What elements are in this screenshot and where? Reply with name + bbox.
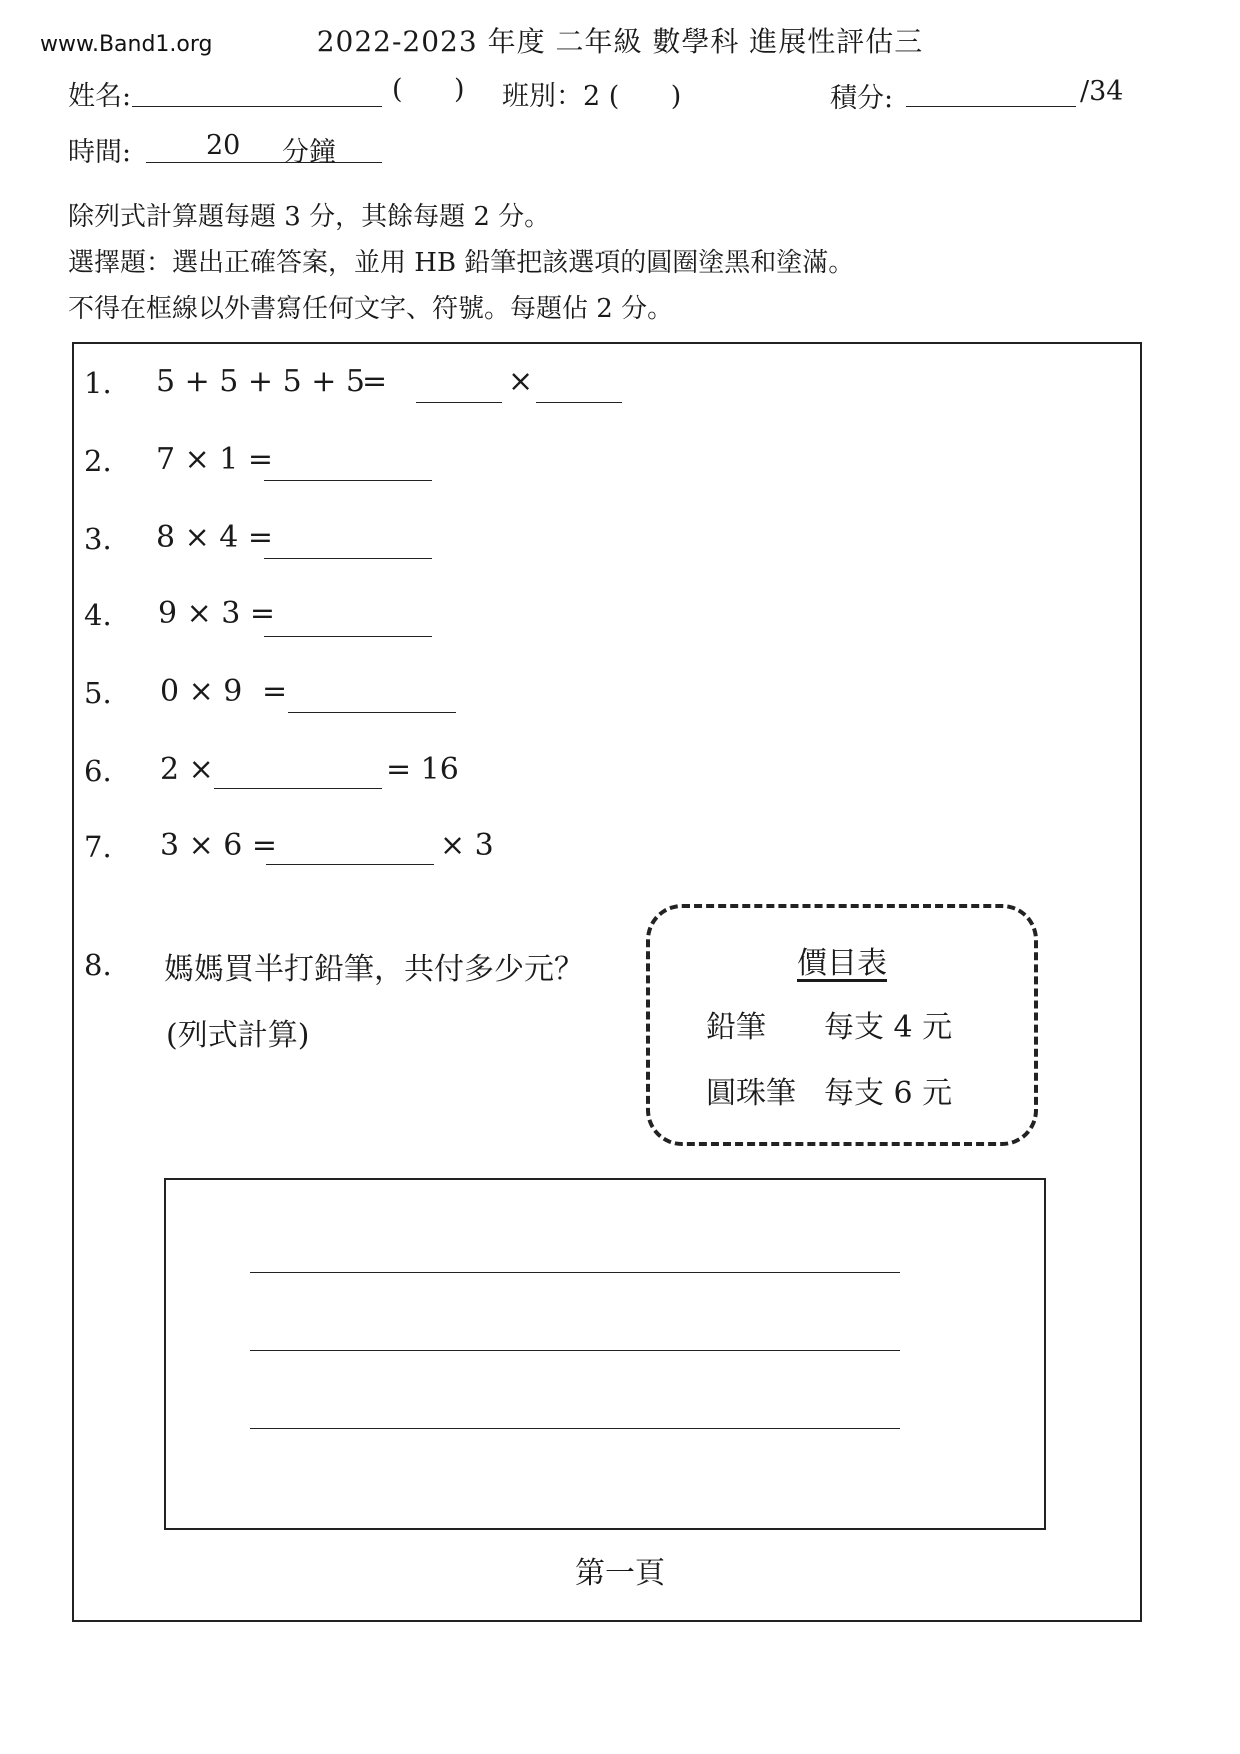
instruction-2: 選擇題：選出正確答案，並用 HB 鉛筆把該選項的圓圈塗黑和塗滿。: [68, 248, 855, 278]
question-text: 3 × 6 =: [160, 828, 278, 863]
answer-blank[interactable]: [416, 402, 502, 403]
question-number: 1.: [84, 366, 112, 400]
question-subtext: (列式計算): [166, 1018, 310, 1053]
question-number: 8.: [84, 948, 112, 982]
name-field[interactable]: [132, 106, 382, 107]
equals-sign: =: [262, 674, 288, 709]
price-value: 每支 6 元: [824, 1076, 953, 1111]
time-underline: [146, 162, 382, 163]
equals-sign: =: [362, 364, 388, 399]
time-unit: 分鐘: [282, 137, 336, 168]
answer-blank[interactable]: [214, 788, 382, 789]
score-total: /34: [1080, 76, 1124, 107]
question-number: 6.: [84, 754, 112, 788]
question-number: 7.: [84, 830, 112, 864]
price-value: 每支 4 元: [824, 1010, 953, 1045]
question-text: 7 × 1 =: [156, 442, 274, 477]
question-text: 2 ×: [160, 752, 214, 787]
time-value: 20: [206, 130, 241, 161]
time-label: 時間:: [68, 137, 132, 168]
instruction-3: 不得在框線以外書寫任何文字、符號。每題佔 2 分。: [68, 294, 674, 324]
answer-blank[interactable]: [264, 558, 432, 559]
answer-blank[interactable]: [536, 402, 622, 403]
working-answer-box[interactable]: [164, 1178, 1046, 1530]
question-result: = 16: [386, 752, 459, 787]
times-sign: ×: [508, 364, 534, 399]
score-field[interactable]: [906, 106, 1076, 107]
class-number-field[interactable]: ( ): [392, 74, 465, 105]
answer-blank[interactable]: [266, 864, 434, 865]
answer-blank[interactable]: [264, 636, 432, 637]
question-text: 9 × 3 =: [158, 596, 276, 631]
writing-line[interactable]: [250, 1350, 900, 1351]
question-text: 媽媽買半打鉛筆，共付多少元？: [164, 952, 584, 987]
price-item: 圓珠筆: [706, 1076, 796, 1111]
name-label: 姓名:: [68, 81, 132, 112]
writing-line[interactable]: [250, 1428, 900, 1429]
page-title: 2022-2023 年度 二年級 數學科 進展性評估三: [316, 25, 924, 58]
instruction-1: 除列式計算題每題 3 分，其餘每題 2 分。: [68, 202, 551, 232]
question-text: 5 + 5 + 5 + 5: [156, 364, 365, 399]
question-number: 5.: [84, 676, 112, 710]
price-item: 鉛筆: [706, 1010, 766, 1045]
question-text: 0 × 9: [160, 674, 243, 709]
class-label: 班別：2 ( ): [502, 81, 682, 112]
watermark: www.Band1.org: [40, 32, 213, 57]
price-list-box: [646, 904, 1038, 1146]
writing-line[interactable]: [250, 1272, 900, 1273]
price-list-title: 價目表: [797, 946, 887, 981]
question-text: 8 × 4 =: [156, 520, 274, 555]
question-number: 2.: [84, 444, 112, 478]
page-number: 第一頁: [575, 1556, 665, 1591]
score-label: 積分:: [830, 83, 894, 114]
question-number: 4.: [84, 598, 112, 632]
answer-blank[interactable]: [264, 480, 432, 481]
question-suffix: × 3: [440, 828, 494, 863]
answer-blank[interactable]: [288, 712, 456, 713]
question-number: 3.: [84, 522, 112, 556]
